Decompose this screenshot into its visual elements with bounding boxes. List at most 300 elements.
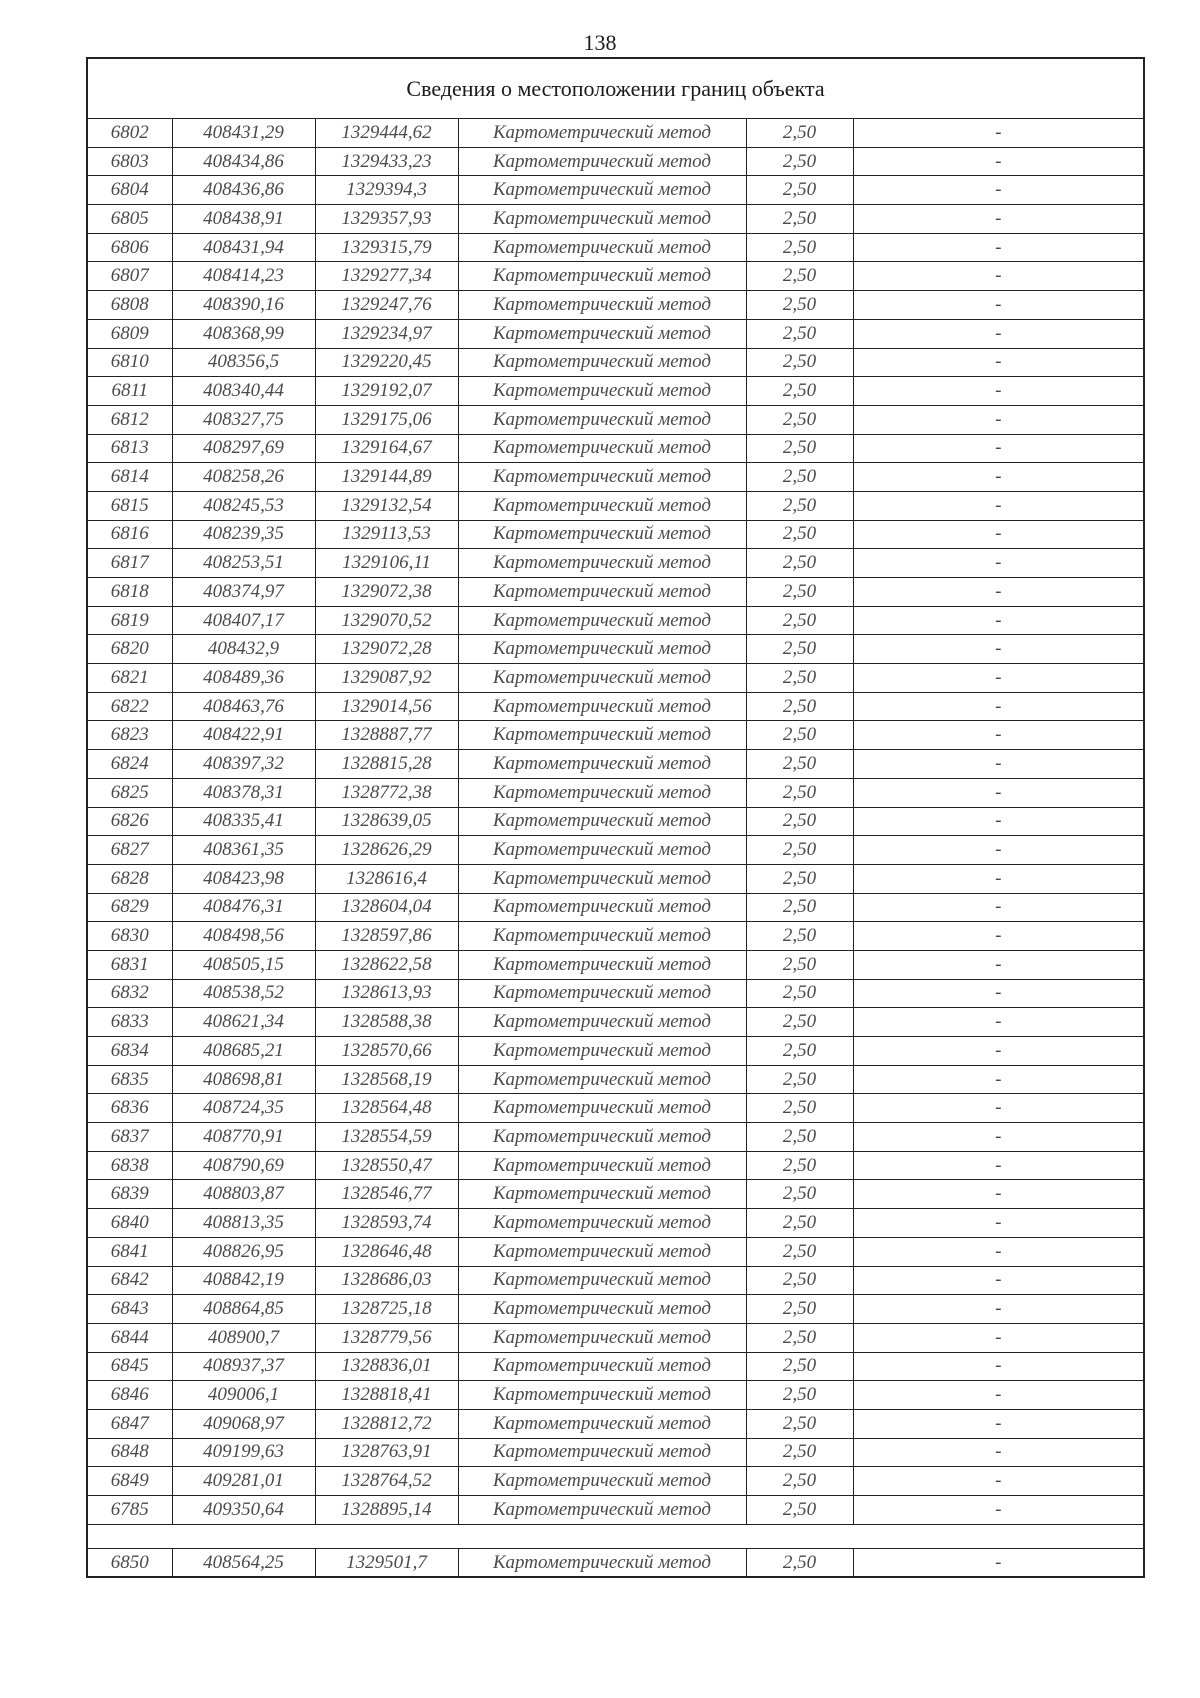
note-cell: - <box>853 1496 1144 1525</box>
accuracy-cell: 2,50 <box>746 1008 853 1037</box>
y-coordinate-cell: 1329175,06 <box>315 405 458 434</box>
x-coordinate-cell: 408476,31 <box>172 893 315 922</box>
note-cell: - <box>853 1123 1144 1152</box>
x-coordinate-cell: 408423,98 <box>172 864 315 893</box>
y-coordinate-cell: 1328564,48 <box>315 1094 458 1123</box>
point-number-cell: 6824 <box>87 750 172 779</box>
table-row <box>87 1065 1144 1094</box>
page-number: 138 <box>583 30 617 55</box>
x-coordinate-cell: 408397,32 <box>172 750 315 779</box>
method-cell: Картометрический метод <box>458 119 746 148</box>
accuracy-cell: 2,50 <box>746 721 853 750</box>
point-number-cell: 6843 <box>87 1295 172 1324</box>
x-coordinate-cell: 408374,97 <box>172 578 315 607</box>
note-cell: - <box>853 893 1144 922</box>
y-coordinate-cell: 1329315,79 <box>315 233 458 262</box>
point-number-cell: 6821 <box>87 664 172 693</box>
method-cell: Картометрический метод <box>458 1209 746 1238</box>
method-cell: Картометрический метод <box>458 1409 746 1438</box>
point-number-cell: 6806 <box>87 233 172 262</box>
method-cell: Картометрический метод <box>458 291 746 320</box>
y-coordinate-cell: 1328646,48 <box>315 1237 458 1266</box>
method-cell: Картометрический метод <box>458 1037 746 1066</box>
method-cell: Картометрический метод <box>458 319 746 348</box>
y-coordinate-cell: 1328779,56 <box>315 1323 458 1352</box>
accuracy-cell: 2,50 <box>746 807 853 836</box>
point-number-cell: 6845 <box>87 1352 172 1381</box>
method-cell: Картометрический метод <box>458 864 746 893</box>
table-row <box>87 549 1144 578</box>
x-coordinate-cell: 408356,5 <box>172 348 315 377</box>
y-coordinate-cell: 1329144,89 <box>315 463 458 492</box>
table-row <box>87 491 1144 520</box>
note-cell: - <box>853 979 1144 1008</box>
table-row <box>87 1438 1144 1467</box>
y-coordinate-cell: 1328772,38 <box>315 778 458 807</box>
accuracy-cell: 2,50 <box>746 176 853 205</box>
table-row <box>87 1266 1144 1295</box>
note-cell: - <box>853 1548 1144 1577</box>
table-row <box>87 233 1144 262</box>
accuracy-cell: 2,50 <box>746 1237 853 1266</box>
accuracy-cell: 2,50 <box>746 664 853 693</box>
accuracy-cell: 2,50 <box>746 1123 853 1152</box>
x-coordinate-cell: 409281,01 <box>172 1467 315 1496</box>
point-number-cell: 6818 <box>87 578 172 607</box>
note-cell: - <box>853 778 1144 807</box>
point-number-cell: 6849 <box>87 1467 172 1496</box>
table-row <box>87 205 1144 234</box>
x-coordinate-cell: 408803,87 <box>172 1180 315 1209</box>
accuracy-cell: 2,50 <box>746 950 853 979</box>
note-cell: - <box>853 291 1144 320</box>
method-cell: Картометрический метод <box>458 664 746 693</box>
x-coordinate-cell: 408498,56 <box>172 922 315 951</box>
accuracy-cell: 2,50 <box>746 836 853 865</box>
y-coordinate-cell: 1329444,62 <box>315 119 458 148</box>
x-coordinate-cell: 409199,63 <box>172 1438 315 1467</box>
accuracy-cell: 2,50 <box>746 1352 853 1381</box>
accuracy-cell: 2,50 <box>746 1209 853 1238</box>
table-row <box>87 1409 1144 1438</box>
method-cell: Картометрический метод <box>458 1180 746 1209</box>
table-row <box>87 807 1144 836</box>
x-coordinate-cell: 408253,51 <box>172 549 315 578</box>
method-cell: Картометрический метод <box>458 1237 746 1266</box>
point-number-cell: 6835 <box>87 1065 172 1094</box>
note-cell: - <box>853 262 1144 291</box>
y-coordinate-cell: 1329164,67 <box>315 434 458 463</box>
x-coordinate-cell: 408813,35 <box>172 1209 315 1238</box>
method-cell: Картометрический метод <box>458 578 746 607</box>
y-coordinate-cell: 1328550,47 <box>315 1151 458 1180</box>
note-cell: - <box>853 491 1144 520</box>
point-number-cell: 6822 <box>87 692 172 721</box>
x-coordinate-cell: 408438,91 <box>172 205 315 234</box>
x-coordinate-cell: 408900,7 <box>172 1323 315 1352</box>
y-coordinate-cell: 1329234,97 <box>315 319 458 348</box>
accuracy-cell: 2,50 <box>746 1266 853 1295</box>
point-number-cell: 6846 <box>87 1381 172 1410</box>
table-row <box>87 721 1144 750</box>
point-number-cell: 6819 <box>87 606 172 635</box>
method-cell: Картометрический метод <box>458 1065 746 1094</box>
table-row <box>87 1352 1144 1381</box>
note-cell: - <box>853 1008 1144 1037</box>
method-cell: Картометрический метод <box>458 1295 746 1324</box>
x-coordinate-cell: 408685,21 <box>172 1037 315 1066</box>
note-cell: - <box>853 1467 1144 1496</box>
x-coordinate-cell: 409068,97 <box>172 1409 315 1438</box>
point-number-cell: 6827 <box>87 836 172 865</box>
table-row <box>87 176 1144 205</box>
note-cell: - <box>853 463 1144 492</box>
method-cell: Картометрический метод <box>458 491 746 520</box>
table-body <box>87 58 1144 1577</box>
accuracy-cell: 2,50 <box>746 1180 853 1209</box>
method-cell: Картометрический метод <box>458 1467 746 1496</box>
method-cell: Картометрический метод <box>458 205 746 234</box>
y-coordinate-cell: 1328815,28 <box>315 750 458 779</box>
table-row <box>87 405 1144 434</box>
note-cell: - <box>853 578 1144 607</box>
point-number-cell: 6809 <box>87 319 172 348</box>
y-coordinate-cell: 1328818,41 <box>315 1381 458 1410</box>
accuracy-cell: 2,50 <box>746 348 853 377</box>
table-row <box>87 1496 1144 1525</box>
y-coordinate-cell: 1328570,66 <box>315 1037 458 1066</box>
table-row <box>87 778 1144 807</box>
note-cell: - <box>853 721 1144 750</box>
x-coordinate-cell: 408407,17 <box>172 606 315 635</box>
x-coordinate-cell: 408434,86 <box>172 147 315 176</box>
accuracy-cell: 2,50 <box>746 1323 853 1352</box>
y-coordinate-cell: 1329501,7 <box>315 1548 458 1577</box>
table-row <box>87 1467 1144 1496</box>
note-cell: - <box>853 635 1144 664</box>
y-coordinate-cell: 1328613,93 <box>315 979 458 1008</box>
table-row <box>87 1209 1144 1238</box>
point-number-cell: 6807 <box>87 262 172 291</box>
note-cell: - <box>853 1065 1144 1094</box>
accuracy-cell: 2,50 <box>746 1037 853 1066</box>
y-coordinate-cell: 1328593,74 <box>315 1209 458 1238</box>
accuracy-cell: 2,50 <box>746 1381 853 1410</box>
method-cell: Картометрический метод <box>458 1008 746 1037</box>
point-number-cell: 6803 <box>87 147 172 176</box>
point-number-cell: 6813 <box>87 434 172 463</box>
accuracy-cell: 2,50 <box>746 750 853 779</box>
accuracy-cell: 2,50 <box>746 578 853 607</box>
y-coordinate-cell: 1328836,01 <box>315 1352 458 1381</box>
note-cell: - <box>853 1323 1144 1352</box>
method-cell: Картометрический метод <box>458 1123 746 1152</box>
point-number-cell: 6815 <box>87 491 172 520</box>
accuracy-cell: 2,50 <box>746 1151 853 1180</box>
point-number-cell: 6838 <box>87 1151 172 1180</box>
y-coordinate-cell: 1328554,59 <box>315 1123 458 1152</box>
y-coordinate-cell: 1328764,52 <box>315 1467 458 1496</box>
x-coordinate-cell: 408245,53 <box>172 491 315 520</box>
method-cell: Картометрический метод <box>458 1381 746 1410</box>
table-row <box>87 950 1144 979</box>
table-row <box>87 692 1144 721</box>
table-row <box>87 635 1144 664</box>
table-row <box>87 664 1144 693</box>
accuracy-cell: 2,50 <box>746 205 853 234</box>
method-cell: Картометрический метод <box>458 262 746 291</box>
table-title-row <box>87 58 1144 119</box>
table-row <box>87 864 1144 893</box>
y-coordinate-cell: 1328616,4 <box>315 864 458 893</box>
table-row <box>87 1123 1144 1152</box>
accuracy-cell: 2,50 <box>746 1094 853 1123</box>
x-coordinate-cell: 408505,15 <box>172 950 315 979</box>
table-row <box>87 147 1144 176</box>
empty-cell <box>87 1524 1144 1548</box>
accuracy-cell: 2,50 <box>746 434 853 463</box>
y-coordinate-cell: 1329357,93 <box>315 205 458 234</box>
note-cell: - <box>853 520 1144 549</box>
method-cell: Картометрический метод <box>458 750 746 779</box>
y-coordinate-cell: 1328626,29 <box>315 836 458 865</box>
table-row <box>87 1180 1144 1209</box>
point-number-cell: 6848 <box>87 1438 172 1467</box>
accuracy-cell: 2,50 <box>746 1467 853 1496</box>
accuracy-cell: 2,50 <box>746 520 853 549</box>
accuracy-cell: 2,50 <box>746 147 853 176</box>
note-cell: - <box>853 1266 1144 1295</box>
y-coordinate-cell: 1328686,03 <box>315 1266 458 1295</box>
point-number-cell: 6810 <box>87 348 172 377</box>
table-row <box>87 578 1144 607</box>
accuracy-cell: 2,50 <box>746 1438 853 1467</box>
point-number-cell: 6839 <box>87 1180 172 1209</box>
method-cell: Картометрический метод <box>458 635 746 664</box>
method-cell: Картометрический метод <box>458 922 746 951</box>
table-row <box>87 119 1144 148</box>
method-cell: Картометрический метод <box>458 606 746 635</box>
accuracy-cell: 2,50 <box>746 491 853 520</box>
method-cell: Картометрический метод <box>458 950 746 979</box>
x-coordinate-cell: 408431,29 <box>172 119 315 148</box>
y-coordinate-cell: 1329247,76 <box>315 291 458 320</box>
x-coordinate-cell: 408297,69 <box>172 434 315 463</box>
table-row <box>87 463 1144 492</box>
point-number-cell: 6834 <box>87 1037 172 1066</box>
point-number-cell: 6785 <box>87 1496 172 1525</box>
x-coordinate-cell: 408422,91 <box>172 721 315 750</box>
accuracy-cell: 2,50 <box>746 291 853 320</box>
accuracy-cell: 2,50 <box>746 893 853 922</box>
accuracy-cell: 2,50 <box>746 979 853 1008</box>
method-cell: Картометрический метод <box>458 721 746 750</box>
y-coordinate-cell: 1328763,91 <box>315 1438 458 1467</box>
point-number-cell: 6811 <box>87 377 172 406</box>
note-cell: - <box>853 233 1144 262</box>
point-number-cell: 6804 <box>87 176 172 205</box>
note-cell: - <box>853 606 1144 635</box>
note-cell: - <box>853 205 1144 234</box>
x-coordinate-cell: 409006,1 <box>172 1381 315 1410</box>
x-coordinate-cell: 408361,35 <box>172 836 315 865</box>
accuracy-cell: 2,50 <box>746 549 853 578</box>
point-number-cell: 6830 <box>87 922 172 951</box>
point-number-cell: 6840 <box>87 1209 172 1238</box>
note-cell: - <box>853 1180 1144 1209</box>
table-row <box>87 1548 1144 1577</box>
y-coordinate-cell: 1328546,77 <box>315 1180 458 1209</box>
x-coordinate-cell: 408538,52 <box>172 979 315 1008</box>
accuracy-cell: 2,50 <box>746 319 853 348</box>
point-number-cell: 6825 <box>87 778 172 807</box>
point-number-cell: 6842 <box>87 1266 172 1295</box>
point-number-cell: 6841 <box>87 1237 172 1266</box>
x-coordinate-cell: 408239,35 <box>172 520 315 549</box>
table-title: Сведения о местоположении границ объекта <box>87 58 1144 119</box>
y-coordinate-cell: 1328895,14 <box>315 1496 458 1525</box>
point-number-cell: 6826 <box>87 807 172 836</box>
point-number-cell: 6805 <box>87 205 172 234</box>
x-coordinate-cell: 408864,85 <box>172 1295 315 1324</box>
accuracy-cell: 2,50 <box>746 119 853 148</box>
accuracy-cell: 2,50 <box>746 262 853 291</box>
y-coordinate-cell: 1329433,23 <box>315 147 458 176</box>
table-row <box>87 606 1144 635</box>
note-cell: - <box>853 119 1144 148</box>
y-coordinate-cell: 1328568,19 <box>315 1065 458 1094</box>
note-cell: - <box>853 1094 1144 1123</box>
x-coordinate-cell: 408790,69 <box>172 1151 315 1180</box>
y-coordinate-cell: 1328887,77 <box>315 721 458 750</box>
note-cell: - <box>853 176 1144 205</box>
y-coordinate-cell: 1328639,05 <box>315 807 458 836</box>
method-cell: Картометрический метод <box>458 434 746 463</box>
method-cell: Картометрический метод <box>458 893 746 922</box>
point-number-cell: 6823 <box>87 721 172 750</box>
point-number-cell: 6829 <box>87 893 172 922</box>
method-cell: Картометрический метод <box>458 1151 746 1180</box>
table-row <box>87 922 1144 951</box>
method-cell: Картометрический метод <box>458 176 746 205</box>
point-number-cell: 6812 <box>87 405 172 434</box>
table-row <box>87 836 1144 865</box>
y-coordinate-cell: 1329113,53 <box>315 520 458 549</box>
table-row <box>87 750 1144 779</box>
x-coordinate-cell: 408432,9 <box>172 635 315 664</box>
y-coordinate-cell: 1328725,18 <box>315 1295 458 1324</box>
method-cell: Картометрический метод <box>458 1094 746 1123</box>
accuracy-cell: 2,50 <box>746 606 853 635</box>
note-cell: - <box>853 922 1144 951</box>
method-cell: Картометрический метод <box>458 405 746 434</box>
y-coordinate-cell: 1328588,38 <box>315 1008 458 1037</box>
accuracy-cell: 2,50 <box>746 922 853 951</box>
point-number-cell: 6837 <box>87 1123 172 1152</box>
x-coordinate-cell: 408826,95 <box>172 1237 315 1266</box>
note-cell: - <box>853 692 1144 721</box>
table-row <box>87 1094 1144 1123</box>
x-coordinate-cell: 408340,44 <box>172 377 315 406</box>
accuracy-cell: 2,50 <box>746 1065 853 1094</box>
table-row <box>87 893 1144 922</box>
x-coordinate-cell: 408436,86 <box>172 176 315 205</box>
method-cell: Картометрический метод <box>458 692 746 721</box>
table-row <box>87 1008 1144 1037</box>
table-row <box>87 434 1144 463</box>
point-number-cell: 6828 <box>87 864 172 893</box>
note-cell: - <box>853 1151 1144 1180</box>
note-cell: - <box>853 750 1144 779</box>
x-coordinate-cell: 408368,99 <box>172 319 315 348</box>
method-cell: Картометрический метод <box>458 1323 746 1352</box>
method-cell: Картометрический метод <box>458 1352 746 1381</box>
note-cell: - <box>853 1237 1144 1266</box>
y-coordinate-cell: 1329192,07 <box>315 377 458 406</box>
method-cell: Картометрический метод <box>458 778 746 807</box>
x-coordinate-cell: 408842,19 <box>172 1266 315 1295</box>
note-cell: - <box>853 864 1144 893</box>
point-number-cell: 6808 <box>87 291 172 320</box>
point-number-cell: 6833 <box>87 1008 172 1037</box>
method-cell: Картометрический метод <box>458 1266 746 1295</box>
method-cell: Картометрический метод <box>458 1548 746 1577</box>
x-coordinate-cell: 408378,31 <box>172 778 315 807</box>
y-coordinate-cell: 1329106,11 <box>315 549 458 578</box>
table-row <box>87 348 1144 377</box>
note-cell: - <box>853 664 1144 693</box>
x-coordinate-cell: 408724,35 <box>172 1094 315 1123</box>
x-coordinate-cell: 408335,41 <box>172 807 315 836</box>
table-row <box>87 1151 1144 1180</box>
point-number-cell: 6814 <box>87 463 172 492</box>
y-coordinate-cell: 1329014,56 <box>315 692 458 721</box>
method-cell: Картометрический метод <box>458 463 746 492</box>
table-row <box>87 377 1144 406</box>
note-cell: - <box>853 950 1144 979</box>
x-coordinate-cell: 408327,75 <box>172 405 315 434</box>
note-cell: - <box>853 1438 1144 1467</box>
y-coordinate-cell: 1328604,04 <box>315 893 458 922</box>
accuracy-cell: 2,50 <box>746 778 853 807</box>
note-cell: - <box>853 1295 1144 1324</box>
x-coordinate-cell: 408621,34 <box>172 1008 315 1037</box>
x-coordinate-cell: 408770,91 <box>172 1123 315 1152</box>
note-cell: - <box>853 1352 1144 1381</box>
note-cell: - <box>853 807 1144 836</box>
point-number-cell: 6832 <box>87 979 172 1008</box>
x-coordinate-cell: 408431,94 <box>172 233 315 262</box>
point-number-cell: 6816 <box>87 520 172 549</box>
y-coordinate-cell: 1329277,34 <box>315 262 458 291</box>
table-row <box>87 520 1144 549</box>
table-row <box>87 319 1144 348</box>
y-coordinate-cell: 1328812,72 <box>315 1409 458 1438</box>
accuracy-cell: 2,50 <box>746 1409 853 1438</box>
y-coordinate-cell: 1329072,28 <box>315 635 458 664</box>
note-cell: - <box>853 405 1144 434</box>
method-cell: Картометрический метод <box>458 549 746 578</box>
y-coordinate-cell: 1329070,52 <box>315 606 458 635</box>
y-coordinate-cell: 1329220,45 <box>315 348 458 377</box>
method-cell: Картометрический метод <box>458 520 746 549</box>
accuracy-cell: 2,50 <box>746 1548 853 1577</box>
x-coordinate-cell: 408414,23 <box>172 262 315 291</box>
table-row <box>87 291 1144 320</box>
method-cell: Картометрический метод <box>458 147 746 176</box>
accuracy-cell: 2,50 <box>746 1496 853 1525</box>
accuracy-cell: 2,50 <box>746 692 853 721</box>
